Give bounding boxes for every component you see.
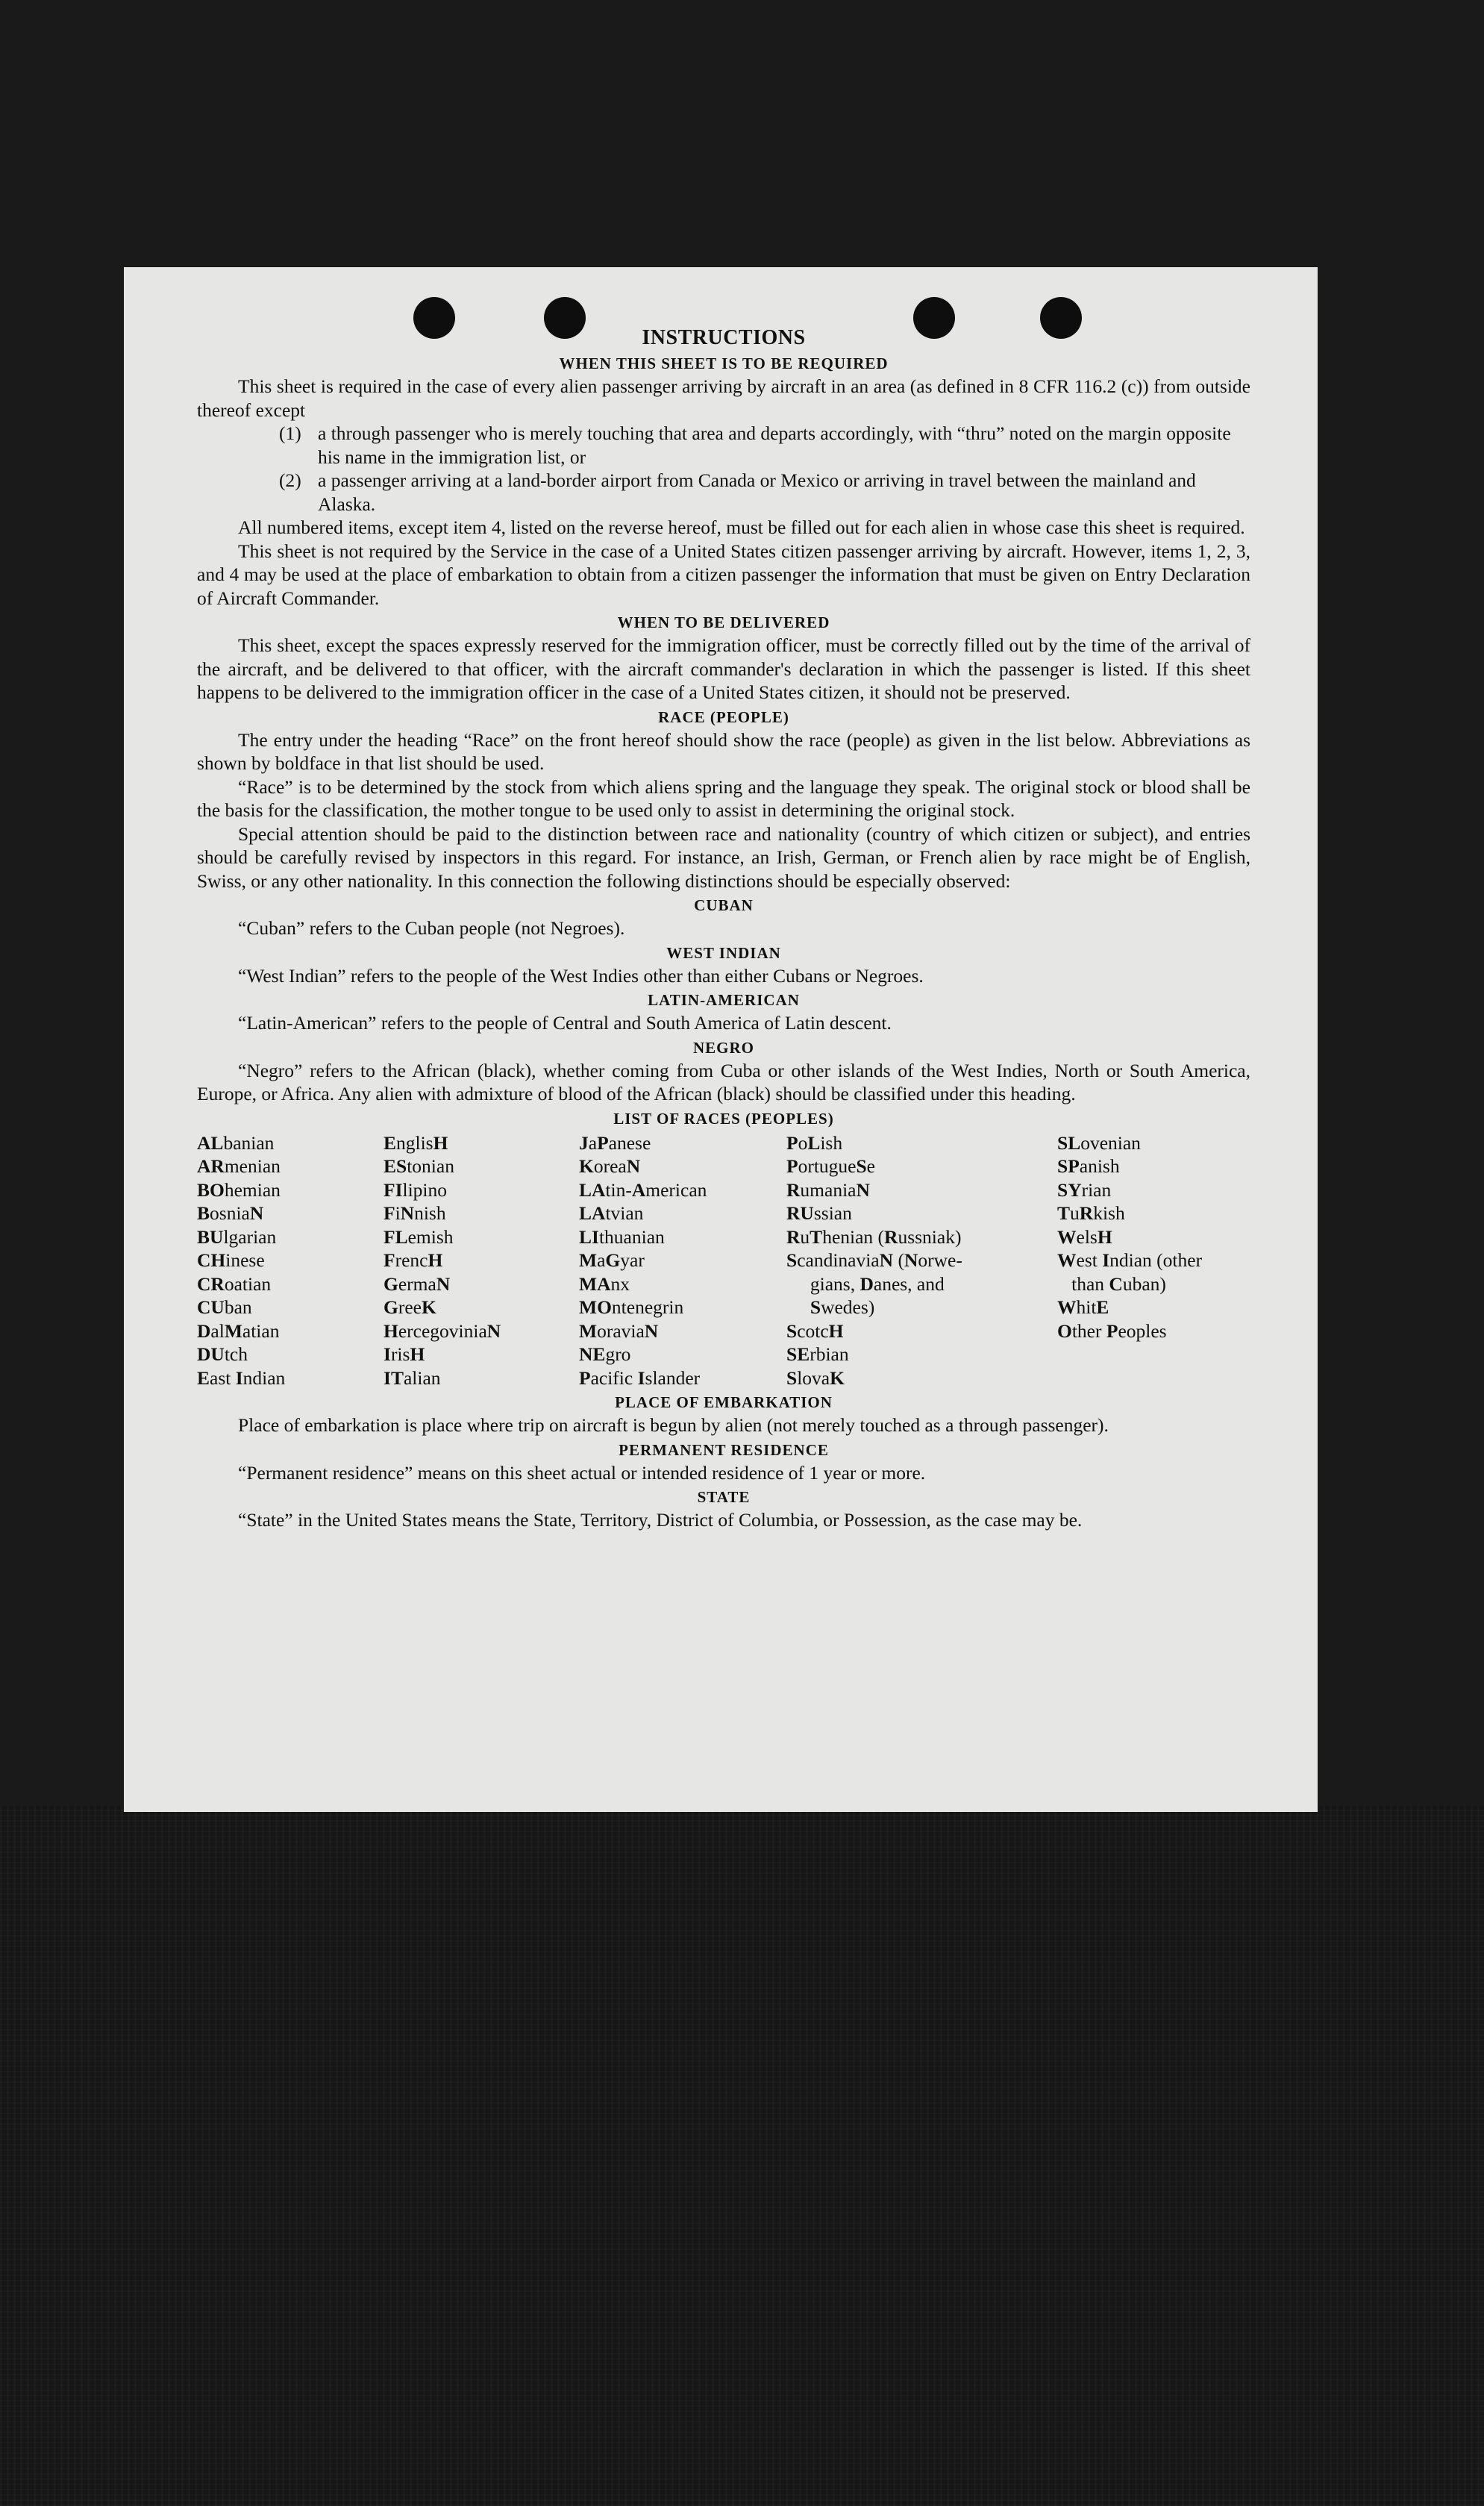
race-entry: SYrian [1057,1178,1112,1201]
scan-background [0,1806,1484,2506]
race-entry: LAtin-American [579,1178,707,1201]
list-item [197,422,1250,469]
paragraph: “Cuban” refers to the Cuban people (not Negroes). [238,917,625,939]
item-number: (2) [279,469,301,491]
race-entry: MOntenegrin [579,1296,684,1318]
race-entry: West Indian (other [1057,1249,1203,1271]
race-entry: FLemish [383,1225,454,1248]
section-heading-negro: NEGRO [692,1038,754,1057]
race-entry: RUssian [786,1202,852,1224]
race-entry: CRoatian [197,1272,272,1295]
races-column [579,1131,786,1390]
paragraph: All numbered items, except item 4, listed on the reverse hereof, must be filled out for each alien in whose case this sheet is required. [238,516,1245,538]
race-entry: ScotcH [786,1319,844,1342]
paragraph: The entry under the heading “Race” on the front hereof should show the race (people) as given in the list below. Abbreviations as shown by boldface in that list should be used. [197,728,1250,774]
section-heading-delivered: WHEN TO BE DELIVERED [617,613,830,631]
race-entry: CHinese [197,1249,265,1271]
race-entry: Swedes) [810,1296,875,1318]
race-entry: LIthuanian [579,1225,665,1248]
race-entry: LAtvian [579,1202,644,1224]
document-body [197,325,1250,1532]
race-entry: SLovenian [1057,1131,1141,1154]
race-entry: PortugueSe [786,1155,875,1177]
race-entry: EnglisH [383,1131,448,1154]
race-entry: EStonian [383,1155,454,1177]
item-text: a passenger arriving at a land-border airport from Canada or Mexico or arriving in travel between the mainland and Alaska. [318,469,1196,515]
race-entry: MoraviaN [579,1319,659,1342]
races-column [383,1131,579,1390]
race-entry: BosniaN [197,1202,264,1224]
item-text: a through passenger who is merely touching that area and departs accordingly, with “thru” noted on the margin opposite his name in the immigration list, or [318,422,1231,468]
race-entry: ARmenian [197,1155,281,1177]
race-entry: ScandinaviaN (Norwe- [786,1249,962,1271]
section-heading-embarkation: PLACE OF EMBARKATION [615,1393,833,1411]
race-entry: FrencH [383,1249,443,1271]
section-heading-cuban: CUBAN [694,896,754,914]
race-entry: WhitE [1057,1296,1109,1318]
item-number: (1) [279,422,301,444]
paragraph: “Permanent residence” means on this sheet actual or intended residence of 1 year or more. [238,1461,926,1484]
page-title: INSTRUCTIONS [642,326,806,349]
race-entry: gians, Danes, and [786,1272,945,1295]
section-heading-west-indian: WEST INDIAN [666,943,781,962]
list-item [197,469,1250,516]
race-entry: FiNnish [383,1202,446,1224]
paragraph: “Negro” refers to the African (black), whether coming from Cuba or other islands of the West Indies, North or South America, Europe, or Africa. Any alien with admixture of blood of the African (black) should be classified under this heading. [197,1059,1250,1104]
race-entry: IrisH [383,1343,425,1365]
paragraph: Place of embarkation is place where trip on aircraft is begun by alien (not merely touched as a through passenger). [238,1414,1109,1436]
paragraph: “West Indian” refers to the people of the West Indies other than either Cubans or Negroes. [238,964,924,987]
paragraph: This sheet, except the spaces expressly reserved for the immigration officer, must be correctly filled out by the time of the arrival of the aircraft, and be delivered to that officer, with the aircraft commander's declaration in which the passenger is listed. If this sheet happens to be delivered to the immigration officer in the case of a United States citizen, it should not be preserved. [197,634,1250,703]
race-entry: ALbanian [197,1131,275,1154]
race-entry: RuThenian (Russniak) [786,1225,962,1248]
race-entry: than Cuban) [1057,1272,1166,1295]
race-entry: Other Peoples [1057,1319,1167,1342]
race-entry: TuRkish [1057,1202,1125,1224]
race-entry: MAnx [579,1272,630,1295]
section-heading-latin-american: LATIN-AMERICAN [648,991,800,1009]
races-list [197,1131,1250,1390]
section-heading-race: RACE (PEOPLE) [658,707,789,726]
race-entry: MaGyar [579,1249,645,1271]
section-heading-residence: PERMANENT RESIDENCE [619,1440,829,1459]
paragraph: This sheet is not required by the Service in the case of a United States citizen passenger arriving by aircraft. However, items 1, 2, 3, and 4 may be used at the place of embarkation to obtain from a citizen passenger the information that must be given on Entry Declaration of Aircraft Commander. [197,540,1250,609]
race-entry: RumaniaN [786,1178,870,1201]
race-entry: JaPanese [579,1131,651,1154]
paragraph: Special attention should be paid to the distinction between race and nationality (country of which citizen or subject), and entries should be carefully revised by inspectors in this regard. For instance, an Irish, German, or French alien by race might be of English, Swiss, or any other nationality. In this connection the following distinctions should be especially observed: [197,822,1250,892]
race-entry: ITalian [383,1366,441,1389]
race-entry: SErbian [786,1343,849,1365]
race-entry: BOhemian [197,1178,281,1201]
race-entry: SlovaK [786,1366,845,1389]
section-heading-races-list: LIST OF RACES (PEOPLES) [613,1109,834,1128]
paragraph: “State” in the United States means the State, Territory, District of Columbia, or Possession, as the case may be. [238,1509,1083,1531]
race-entry: GreeK [383,1296,436,1318]
race-entry: Pacific Islander [579,1366,701,1389]
race-entry: BUlgarian [197,1225,277,1248]
races-column [197,1131,383,1390]
races-column [786,1131,1057,1390]
race-entry: DalMatian [197,1319,280,1342]
document-sheet [124,267,1318,1812]
race-entry: CUban [197,1296,252,1318]
paragraph: “Latin-American” refers to the people of Central and South America of Latin descent. [238,1012,892,1034]
race-entry: KoreaN [579,1155,641,1177]
races-column [1057,1131,1250,1390]
section-heading-required: WHEN THIS SHEET IS TO BE REQUIRED [559,354,889,372]
race-entry: East Indian [197,1366,286,1389]
race-entry: NEgro [579,1343,631,1365]
paragraph: This sheet is required in the case of every alien passenger arriving by aircraft in an area (as defined in 8 CFR 116.2 (c)) from outside thereof except [197,375,1250,421]
race-entry: WelsH [1057,1225,1112,1248]
paragraph: “Race” is to be determined by the stock from which aliens spring and the language they speak. The original stock or blood shall be the basis for the classification, the mother tongue to be used only to assist in determining the original stock. [197,775,1250,821]
race-entry: FIlipino [383,1178,448,1201]
race-entry: HercegoviniaN [383,1319,501,1342]
race-entry: DUtch [197,1343,248,1365]
section-heading-state: STATE [697,1488,751,1506]
race-entry: GermaN [383,1272,451,1295]
race-entry: PoLish [786,1131,843,1154]
race-entry: SPanish [1057,1155,1120,1177]
